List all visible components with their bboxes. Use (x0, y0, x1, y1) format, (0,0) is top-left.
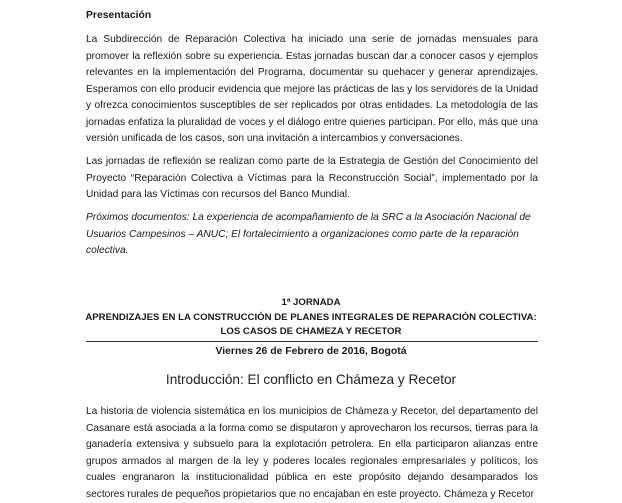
introduccion-paragraph-1: La historia de violencia sistemática en los municipios de Chámeza y Recetor, del departamento del Casanare está asociada a la forma como se disputaron y aprovecharon los recursos, tierras para la ganadería extensiva y subsuelo para la explotación petrolera. En ella participaron alianzas entre grupos armados al margen de la ley y poderes locales regionales empresariales y políticos, los cuales engranaron la institucionalidad pública en este propósito dejando desamparados los sectores rurales de pequeños propietarios que no encajaban en este proyecto. Chámeza y Recetor (86, 406, 538, 500)
jornada-number: 1ª JORNADA (281, 297, 341, 308)
presentacion-paragraph-2: Las jornadas de reflexión se realizan como parte de la Estrategia de Gestión del Conocimiento del Proyecto “Reparación Colectiva a Víctimas para la Reconstrucción Social”, implementado por la Unidad para las Víctimas con recursos del Banco Mundial. (86, 156, 538, 200)
introduccion-heading: Introducción: El conflicto en Chámeza y Recetor (165, 372, 457, 387)
presentacion-paragraph-1: La Subdirección de Reparación Colectiva ha iniciado una serie de jornadas mensuales para promover la reflexión sobre su experiencia. Estas jornadas buscan dar a conocer casos y ejemplos relevantes en la implementación del Programa, documentar su quehacer y generar aprendizajes. Esperamos con ello producir evidencia que mejore las prácticas de las y los servidores de la Unidad y ofrezca conocimientos susceptibles de ser replicados por otras entidades. La metodología de las jornadas enfatiza la pluralidad de voces y el diálogo entre quienes participan. Por ello, más que una versión unificada de los casos, son una invitación a intercambios y conversaciones. (86, 34, 538, 144)
jornada-title-line-2: LOS CASOS DE CHAMEZA Y RECETOR (220, 326, 402, 337)
jornada-date: Viernes 26 de Febrero de 2016, Bogotá (215, 346, 407, 357)
presentacion-heading: Presentación (86, 10, 152, 21)
proximos-documentos-paragraph: Próximos documentos: La experiencia de acompañamiento de la SRC a la Asociación Nacional de Usuarios Campesinos – ANUC; El fortalecimiento a organizaciones como parte de la reparación colectiva. (86, 212, 531, 256)
jornada-title-line-1: APRENDIZAJES EN LA CONSTRUCCIÓN DE PLANES INTEGRALES DE REPARACIÓN COLECTIVA: (85, 312, 537, 323)
title-divider (86, 341, 538, 342)
